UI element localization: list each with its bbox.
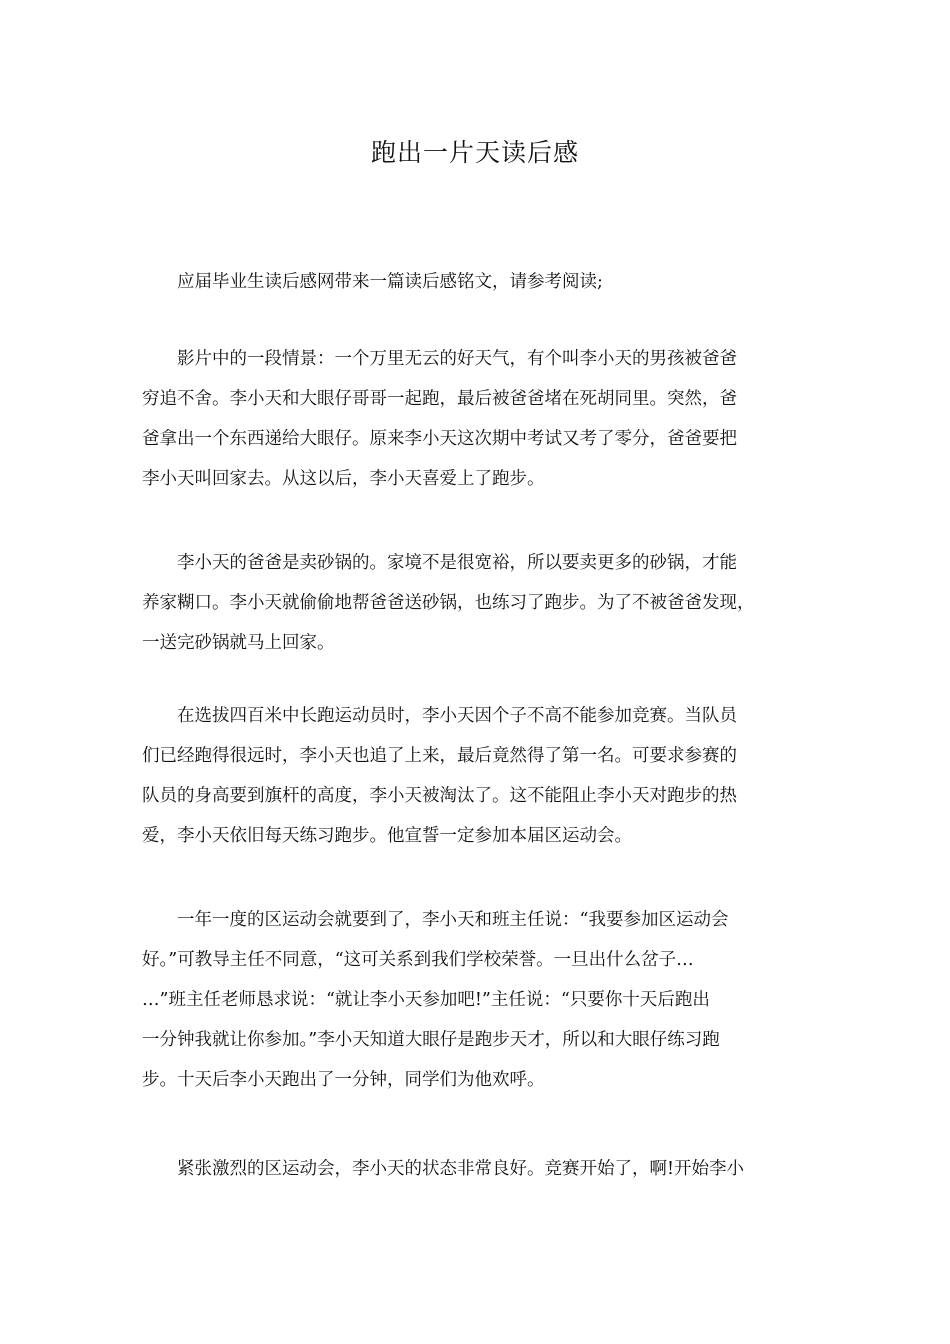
paragraph-line: 步。十天后李小天跑出了一分钟，同学们为他欢呼。 [142, 1070, 545, 1090]
paragraph-3 [142, 543, 802, 663]
paragraph-5 [142, 900, 802, 1100]
paragraph-line: 在选拔四百米中长跑运动员时，李小天因个子不高不能参加竞赛。当队员 [177, 706, 737, 726]
paragraph-line: 李小天的爸爸是卖砂锅的。家境不是很宽裕，所以要卖更多的砂锅，才能 [177, 553, 737, 573]
paragraph-line: 养家糊口。李小天就偷偷地帮爸爸送砂锅，也练习了跑步。为了不被爸爸发现， [142, 593, 755, 613]
paragraph-line: 穷追不舍。李小天和大眼仔哥哥一起跑，最后被爸爸堵在死胡同里。突然，爸 [142, 389, 737, 409]
paragraph-line: 李小天叫回家去。从这以后，李小天喜爱上了跑步。 [142, 469, 545, 489]
paragraph-1 [142, 262, 802, 302]
paragraph-line: …”班主任老师恳求说：“就让李小天参加吧!”主任说：“只要你十天后跑出 [142, 990, 710, 1010]
paragraph-line: 爸拿出一个东西递给大眼仔。原来李小天这次期中考试又考了零分，爸爸要把 [142, 429, 737, 449]
paragraph-line: 影片中的一段情景：一个万里无云的好天气，有个叫李小天的男孩被爸爸 [177, 349, 737, 369]
paragraph-4 [142, 696, 802, 856]
paragraph-line: 好。”可教导主任不同意，“这可关系到我们学校荣誉。一旦出什么岔子… [142, 950, 694, 970]
paragraph-6 [142, 1149, 802, 1189]
paragraph-line: 应届毕业生读后感网带来一篇读后感铭文，请参考阅读; [177, 272, 603, 292]
paragraph-line: 一送完砂锅就马上回家。 [142, 633, 335, 653]
paragraph-line: 队员的身高要到旗杆的高度，李小天被淘汰了。这不能阻止李小天对跑步的热 [142, 786, 737, 806]
paragraph-2 [142, 339, 802, 499]
paragraph-line: 一年一度的区运动会就要到了，李小天和班主任说：“我要参加区运动会 [177, 910, 729, 930]
paragraph-line: 一分钟我就让你参加。”李小天知道大眼仔是跑步天才，所以和大眼仔练习跑 [142, 1030, 720, 1050]
paragraph-line: 紧张激烈的区运动会，李小天的状态非常良好。竞赛开始了，啊!开始李小 [177, 1159, 745, 1179]
document-title: 跑出一片天读后感 [370, 138, 579, 167]
paragraph-line: 们已经跑得很远时，李小天也追了上来，最后竟然得了第一名。可要求参赛的 [142, 746, 737, 766]
paragraph-line: 爱，李小天依旧每天练习跑步。他宣誓一定参加本届区运动会。 [142, 826, 632, 846]
